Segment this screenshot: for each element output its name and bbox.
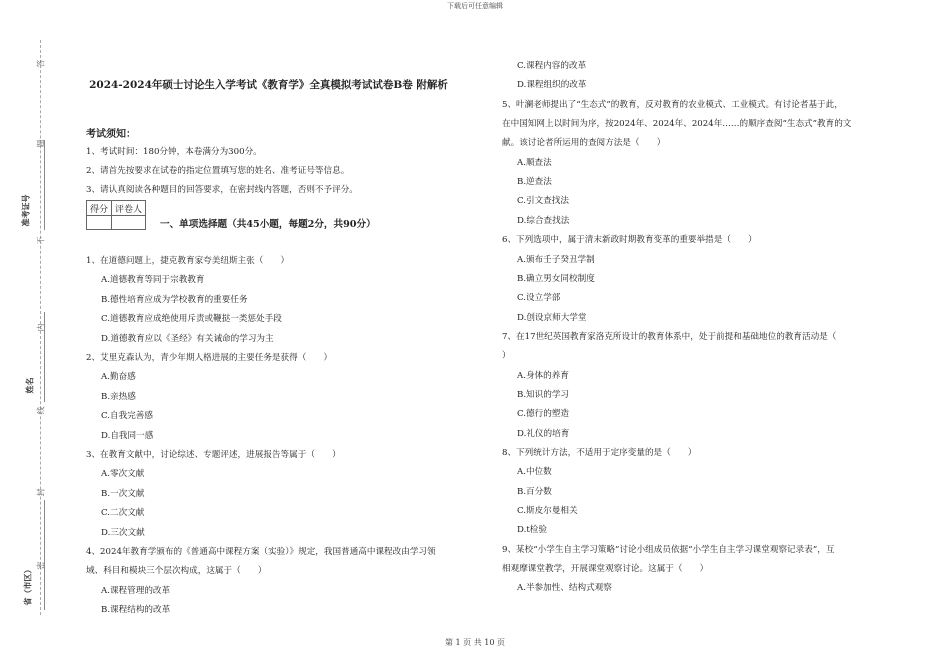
option-line: D.课程组织的改革 [517,80,587,91]
region-label: 省（市区） [22,565,33,606]
option-line: B.德性培育应成为学校教育的重要任务 [101,294,248,305]
question-line: 在中国知网上以时间为序，按2024年、2024年、2024年……的顺序查阅“生态式”教育的文 [502,119,852,130]
option-line: B.知识的学习 [517,389,570,400]
option-line: B.课程结构的改革 [101,605,171,616]
section-title: 一、单项选择题（共45小题，每题2分，共90分） [160,219,376,230]
question-line: 3、在教育文献中，讨论综述、专题评述，进展报告等属于（ ） [86,450,341,460]
notice-item: 2、请首先按要求在试卷的指定位置填写您的姓名、准考证号等信息。 [86,166,350,176]
question-line: 4、2024年教育学颁布的《普通高中课程方案（实验）》规定，我国普通高中课程改由学习领 [86,547,436,557]
page-title: 2024-2024年硕士讨论生入学考试《教育学》全真模拟考试试卷B卷 附解析 [89,79,448,91]
binding-margin [0,0,70,671]
option-line: C.德行的塑造 [517,409,569,420]
notice-item: 3、请认真阅读各种题目的回答要求，在密封线内答题，否则不予评分。 [86,185,358,195]
header-note: 下载后可任意编辑 [447,2,503,10]
option-line: C.引文查找法 [517,196,569,207]
question-line: 2、艾里克森认为，青少年期人格进展的主要任务是获得（ ） [86,353,333,363]
question-line: 8、下列统计方法，不适用于定序变量的是（ ） [502,448,697,458]
page-footer: 第 1 页 共 10 页 [445,638,505,647]
grader-blank [112,216,146,230]
option-line: D.自我同一感 [101,430,154,441]
option-line: D.三次文献 [101,527,145,538]
question-line: 1、在道德问题上，捷克教育家夸美纽斯主张（ ） [86,256,290,266]
option-line: B.一次文献 [101,488,145,499]
option-line: C.设立学部 [517,293,561,304]
seal-char: 内 [36,323,46,332]
seal-char: 密 [36,561,46,570]
option-line: A.中位数 [517,467,552,478]
option-line: B.确立男女同校制度 [517,273,595,284]
option-line: D.创设京师大学堂 [517,312,587,323]
option-line: A.道德教育等同于宗教教育 [101,275,205,286]
option-line: A.零次文献 [101,469,145,480]
score-table [86,200,146,230]
score-blank [87,216,112,230]
option-line: C.道德教育应成绝使用斥责或鞭挞一类惩处手段 [101,314,282,325]
option-line: B.百分数 [517,486,552,497]
question-line: 献。该讨论者所运用的查阅方法是（ ） [502,138,666,149]
option-line: D.礼仪的培育 [517,428,570,439]
option-line: A.课程管理的改革 [101,585,171,596]
option-line: C.课程内容的改革 [517,61,587,71]
notice-heading: 考试须知： [86,129,136,140]
option-line: A.顺查法 [517,157,552,168]
seal-char: 不 [36,236,46,245]
question-line: 6、下列选项中，属于清末新政时期教育变革的重要举措是（ ） [502,235,757,246]
option-line: B.亲热感 [101,391,136,402]
option-line: A.勤奋感 [101,372,136,383]
option-line: D.道德教育应以《圣经》有关诫命的学习为主 [101,333,274,344]
seal-char: 线 [36,406,46,415]
option-line: D.t检验 [517,525,547,536]
question-line: 7、在17世纪英国教育家洛克所设计的教育体系中，处于前提和基础地位的教育活动是（ [502,331,837,342]
option-line: C.自我完善感 [101,411,153,422]
option-line: B.逆查法 [517,177,552,188]
notice-item: 1、考试时间：180分钟，本卷满分为300分。 [86,147,262,157]
seal-char: 封 [36,488,46,497]
question-line: 域、科目和模块三个层次构成，这属于（ ） [86,566,267,577]
option-line: A.身体的养育 [517,370,569,381]
name-line [44,312,45,402]
seal-char: 题 [36,139,46,148]
option-line: D.综合查找法 [517,215,570,226]
question-line: 9、某校“小学生自主学习策略”讨论小组成员依据“小学生自主学习课堂观察记录表”，互 [502,544,835,555]
option-line: C.斯皮尔曼相关 [517,506,578,517]
admission-label: 准考证号 [20,194,31,227]
seal-char: 答 [36,59,46,68]
name-label: 姓名 [24,377,35,394]
question-line: 相观摩课堂教学，开展课堂观察讨论。这属于（ ） [502,564,709,575]
option-line: A.颁布壬子癸丑学制 [517,254,595,265]
option-line: C.二次文献 [101,508,145,519]
option-line: A.半参加性、结构式观察 [517,583,612,594]
grader-cell: 评卷人 [112,201,146,216]
score-cell: 得分 [87,201,112,216]
region-line [44,500,45,610]
admission-line [44,140,45,230]
question-line: 5、叶澜老师提出了“生态式”的教育，反对教育的农业模式、工业模式。有讨论者基于此， [502,99,843,110]
question-line: ） [502,351,511,362]
